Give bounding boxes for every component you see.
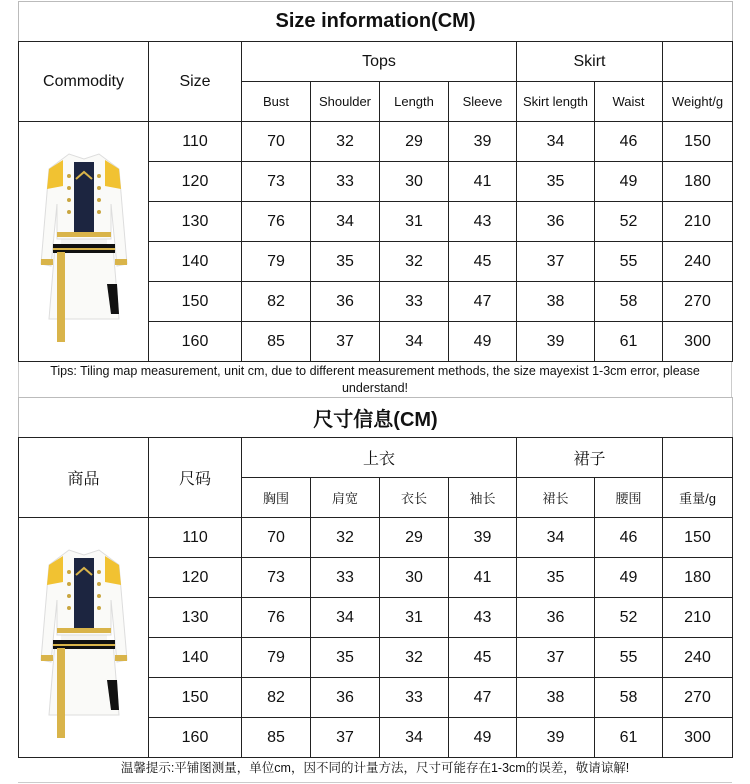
- value-cell: 85: [242, 322, 311, 362]
- value-cell: 41: [449, 558, 517, 598]
- size-header: 尺码: [149, 438, 242, 518]
- product-image: [29, 520, 139, 750]
- value-cell: 70: [242, 122, 311, 162]
- value-cell: 33: [311, 162, 380, 202]
- size-cell: 150: [149, 282, 242, 322]
- value-cell: 30: [380, 558, 449, 598]
- value-cell: 47: [449, 678, 517, 718]
- value-cell: 31: [380, 598, 449, 638]
- value-cell: 79: [242, 638, 311, 678]
- tips-english: Tips: Tiling map measurement, unit cm, due to different measurement methods, the size mayexist 1-3cm error, please understand!: [18, 362, 732, 397]
- table-title: 尺寸信息(CM): [19, 398, 733, 438]
- column-header: 重量/g: [663, 478, 733, 518]
- value-cell: 85: [242, 718, 311, 758]
- table-row: [19, 122, 733, 162]
- value-cell: 39: [449, 518, 517, 558]
- value-cell: 73: [242, 558, 311, 598]
- value-cell: 73: [242, 162, 311, 202]
- value-cell: 240: [663, 242, 733, 282]
- value-cell: 210: [663, 202, 733, 242]
- column-header: Shoulder: [311, 82, 380, 122]
- value-cell: 35: [517, 558, 595, 598]
- table-title: Size information(CM): [19, 2, 733, 42]
- value-cell: 43: [449, 202, 517, 242]
- value-cell: 37: [311, 718, 380, 758]
- column-header: Bust: [242, 82, 311, 122]
- value-cell: 35: [311, 242, 380, 282]
- value-cell: 37: [311, 322, 380, 362]
- size-cell: 110: [149, 122, 242, 162]
- value-cell: 33: [380, 678, 449, 718]
- value-cell: 37: [517, 638, 595, 678]
- size-cell: 130: [149, 202, 242, 242]
- column-header: 衣长: [380, 478, 449, 518]
- size-cell: 130: [149, 598, 242, 638]
- value-cell: 35: [311, 638, 380, 678]
- value-cell: 35: [517, 162, 595, 202]
- value-cell: 52: [595, 202, 663, 242]
- value-cell: 37: [517, 242, 595, 282]
- value-cell: 270: [663, 282, 733, 322]
- value-cell: 36: [311, 678, 380, 718]
- tops-header: 上衣: [242, 438, 517, 478]
- empty-header: [663, 42, 733, 82]
- value-cell: 76: [242, 598, 311, 638]
- value-cell: 43: [449, 598, 517, 638]
- column-header: Waist: [595, 82, 663, 122]
- empty-header: [663, 438, 733, 478]
- value-cell: 150: [663, 518, 733, 558]
- value-cell: 270: [663, 678, 733, 718]
- column-header: Skirt length: [517, 82, 595, 122]
- size-cell: 120: [149, 558, 242, 598]
- value-cell: 150: [663, 122, 733, 162]
- size-cell: 140: [149, 638, 242, 678]
- size-table-chinese: [18, 397, 733, 758]
- value-cell: 34: [380, 322, 449, 362]
- value-cell: 79: [242, 242, 311, 282]
- column-header: 肩宽: [311, 478, 380, 518]
- value-cell: 36: [517, 202, 595, 242]
- value-cell: 30: [380, 162, 449, 202]
- value-cell: 76: [242, 202, 311, 242]
- column-header: 胸围: [242, 478, 311, 518]
- value-cell: 180: [663, 162, 733, 202]
- tops-header: Tops: [242, 42, 517, 82]
- value-cell: 58: [595, 678, 663, 718]
- commodity-header: 商品: [19, 438, 149, 518]
- value-cell: 70: [242, 518, 311, 558]
- value-cell: 34: [517, 518, 595, 558]
- size-cell: 120: [149, 162, 242, 202]
- value-cell: 210: [663, 598, 733, 638]
- value-cell: 49: [449, 322, 517, 362]
- value-cell: 36: [311, 282, 380, 322]
- value-cell: 32: [380, 242, 449, 282]
- value-cell: 29: [380, 518, 449, 558]
- size-cell: 110: [149, 518, 242, 558]
- value-cell: 39: [449, 122, 517, 162]
- size-table-english: [18, 1, 733, 362]
- value-cell: 32: [380, 638, 449, 678]
- commodity-header: Commodity: [19, 42, 149, 122]
- column-header: 腰围: [595, 478, 663, 518]
- value-cell: 55: [595, 638, 663, 678]
- value-cell: 300: [663, 322, 733, 362]
- value-cell: 39: [517, 322, 595, 362]
- product-image-cell: [19, 122, 149, 362]
- value-cell: 29: [380, 122, 449, 162]
- size-cell: 140: [149, 242, 242, 282]
- column-header: Weight/g: [663, 82, 733, 122]
- value-cell: 34: [380, 718, 449, 758]
- product-image-cell: [19, 518, 149, 758]
- value-cell: 49: [595, 162, 663, 202]
- value-cell: 49: [449, 718, 517, 758]
- skirt-header: 裙子: [517, 438, 663, 478]
- value-cell: 61: [595, 322, 663, 362]
- skirt-header: Skirt: [517, 42, 663, 82]
- product-image: [29, 124, 139, 354]
- value-cell: 34: [517, 122, 595, 162]
- value-cell: 36: [517, 598, 595, 638]
- column-header: Length: [380, 82, 449, 122]
- value-cell: 32: [311, 518, 380, 558]
- value-cell: 82: [242, 678, 311, 718]
- value-cell: 300: [663, 718, 733, 758]
- value-cell: 32: [311, 122, 380, 162]
- value-cell: 39: [517, 718, 595, 758]
- value-cell: 33: [311, 558, 380, 598]
- value-cell: 82: [242, 282, 311, 322]
- value-cell: 55: [595, 242, 663, 282]
- value-cell: 240: [663, 638, 733, 678]
- size-cell: 160: [149, 322, 242, 362]
- table-row: [19, 518, 733, 558]
- value-cell: 46: [595, 518, 663, 558]
- size-cell: 160: [149, 718, 242, 758]
- value-cell: 38: [517, 678, 595, 718]
- value-cell: 46: [595, 122, 663, 162]
- value-cell: 41: [449, 162, 517, 202]
- value-cell: 61: [595, 718, 663, 758]
- size-cell: 150: [149, 678, 242, 718]
- value-cell: 180: [663, 558, 733, 598]
- value-cell: 58: [595, 282, 663, 322]
- value-cell: 45: [449, 638, 517, 678]
- column-header: 袖长: [449, 478, 517, 518]
- value-cell: 49: [595, 558, 663, 598]
- value-cell: 31: [380, 202, 449, 242]
- value-cell: 52: [595, 598, 663, 638]
- value-cell: 38: [517, 282, 595, 322]
- value-cell: 33: [380, 282, 449, 322]
- value-cell: 47: [449, 282, 517, 322]
- column-header: Sleeve: [449, 82, 517, 122]
- value-cell: 45: [449, 242, 517, 282]
- size-header: Size: [149, 42, 242, 122]
- value-cell: 34: [311, 202, 380, 242]
- tips-chinese: 温馨提示:平铺图测量，单位cm，因不同的计量方法，尺寸可能存在1-3cm的误差，敬请谅解!: [18, 755, 732, 783]
- column-header: 裙长: [517, 478, 595, 518]
- value-cell: 34: [311, 598, 380, 638]
